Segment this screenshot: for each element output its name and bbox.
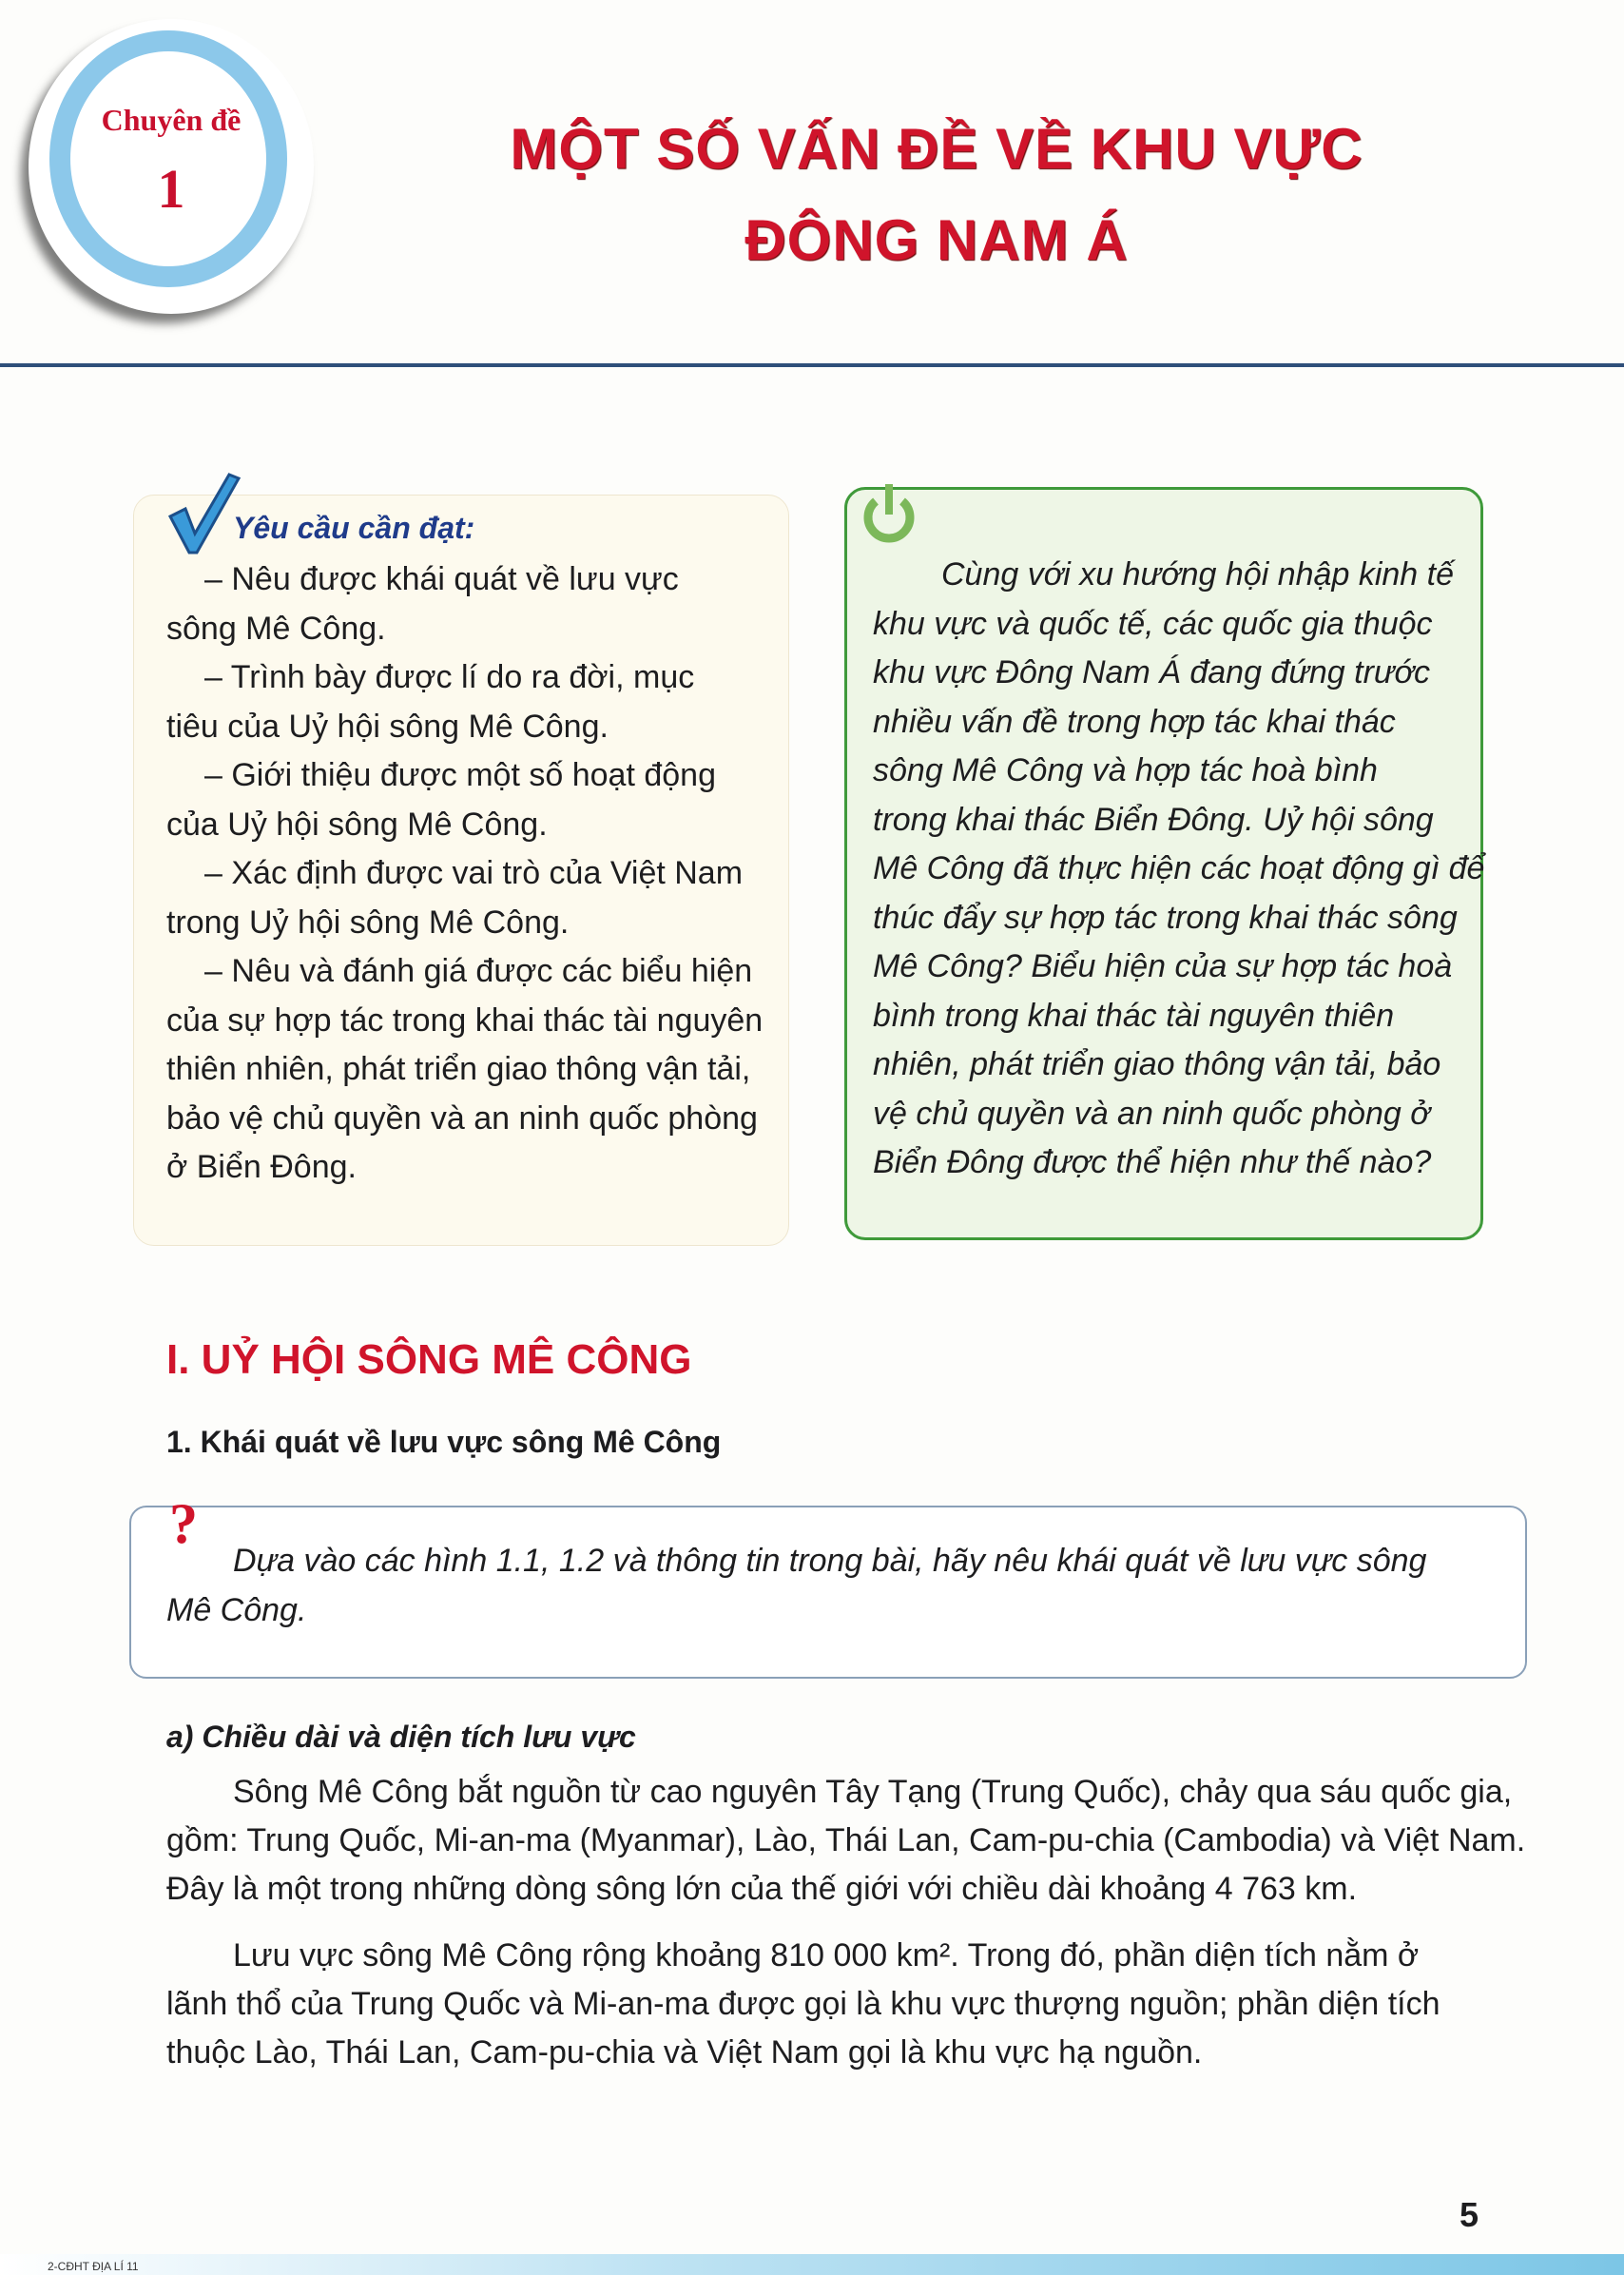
question-line-2: Mê Công. xyxy=(166,1592,307,1628)
part-a-heading: a) Chiều dài và diện tích lưu vực xyxy=(166,1720,636,1754)
text-line: sông Mê Công. xyxy=(166,610,386,647)
header-divider xyxy=(0,363,1624,367)
text-line: sông Mê Công và hợp tác hoà bình xyxy=(873,752,1378,788)
section-heading: I. UỶ HỘI SÔNG MÊ CÔNG xyxy=(166,1336,692,1383)
text-line: thuộc Lào, Thái Lan, Cam-pu-chia và Việt Nam gọi là khu vực hạ nguồn. xyxy=(166,2034,1203,2071)
text-line: Biển Đông được thể hiện như thế nào? xyxy=(873,1144,1432,1180)
text-line: tiêu của Uỷ hội sông Mê Công. xyxy=(166,708,609,745)
checkmark-icon xyxy=(166,471,242,556)
text-line: trong khai thác Biển Đông. Uỷ hội sông xyxy=(873,801,1434,838)
text-line: – Nêu và đánh giá được các biểu hiện xyxy=(204,953,753,989)
text-line: Mê Công? Biểu hiện của sự hợp tác hoà xyxy=(873,948,1453,984)
chapter-badge-number: 1 xyxy=(157,158,185,220)
power-icon xyxy=(860,480,918,547)
text-line: ở Biển Đông. xyxy=(166,1149,357,1185)
text-line: khu vực và quốc tế, các quốc gia thuộc xyxy=(873,605,1433,642)
chapter-badge-label: Chuyên đề xyxy=(101,103,242,137)
text-line: – Trình bày được lí do ra đời, mục xyxy=(204,659,695,695)
text-line: thiên nhiên, phát triển giao thông vận tải, xyxy=(166,1051,751,1087)
page-title-line-2: ĐÔNG NAM Á xyxy=(744,208,1129,272)
text-line: – Nêu được khái quát về lưu vực xyxy=(204,561,679,597)
text-line: lãnh thổ của Trung Quốc và Mi-an-ma được gọi là khu vực thượng nguồn; phần diện tích xyxy=(166,1986,1440,2022)
text-line: – Giới thiệu được một số hoạt động xyxy=(204,757,716,793)
text-line: Sông Mê Công bắt nguồn từ cao nguyên Tây Tạng (Trung Quốc), chảy qua sáu quốc gia, xyxy=(233,1774,1513,1810)
text-line: của sự hợp tác trong khai thác tài nguyên xyxy=(166,1001,764,1039)
text-line: Đây là một trong những dòng sông lớn của thế giới với chiều dài khoảng 4 763 km. xyxy=(166,1871,1358,1907)
text-line: gồm: Trung Quốc, Mi-an-ma (Myanmar), Lào, Thái Lan, Cam-pu-chia (Cambodia) và Việt Nam. xyxy=(166,1822,1526,1858)
page-number: 5 xyxy=(1460,2195,1479,2234)
question-box xyxy=(129,1506,1527,1679)
text-line: khu vực Đông Nam Á đang đứng trước xyxy=(873,654,1431,690)
text-line: bình trong khai thác tài nguyên thiên xyxy=(873,997,1395,1034)
text-line: Cùng với xu hướng hội nhập kinh tế xyxy=(941,556,1454,593)
question-line-1: Dựa vào các hình 1.1, 1.2 và thông tin trong bài, hãy nêu khái quát về lưu vực sông xyxy=(233,1543,1427,1579)
text-line: nhiên, phát triển giao thông vận tải, bảo xyxy=(873,1046,1441,1082)
text-line: Mê Công đã thực hiện các hoạt động gì để xyxy=(873,850,1485,886)
question-mark-icon: ? xyxy=(169,1492,198,1555)
requirements-heading: Yêu cầu cần đạt: xyxy=(233,511,475,545)
text-line: vệ chủ quyền và an ninh quốc phòng ở xyxy=(873,1095,1430,1132)
page-title-line-1: MỘT SỐ VẤN ĐỀ VỀ KHU VỰC xyxy=(510,117,1363,181)
text-line: của Uỷ hội sông Mê Công. xyxy=(166,806,548,843)
text-line: Lưu vực sông Mê Công rộng khoảng 810 000 km². Trong đó, phần diện tích nằm ở xyxy=(233,1937,1420,1974)
text-line: nhiều vấn đề trong hợp tác khai thác xyxy=(873,703,1396,740)
text-line: – Xác định được vai trò của Việt Nam xyxy=(204,855,744,891)
subsection-heading: 1. Khái quát về lưu vực sông Mê Công xyxy=(166,1425,722,1459)
footer-band xyxy=(0,2254,1624,2275)
text-line: bảo vệ chủ quyền và an ninh quốc phòng xyxy=(166,1099,758,1137)
text-line: thúc đẩy sự hợp tác trong khai thác sông xyxy=(873,899,1458,936)
text-line: trong Uỷ hội sông Mê Công. xyxy=(166,904,570,941)
book-code: 2-CĐHT ĐỊA LÍ 11 xyxy=(48,2260,139,2273)
